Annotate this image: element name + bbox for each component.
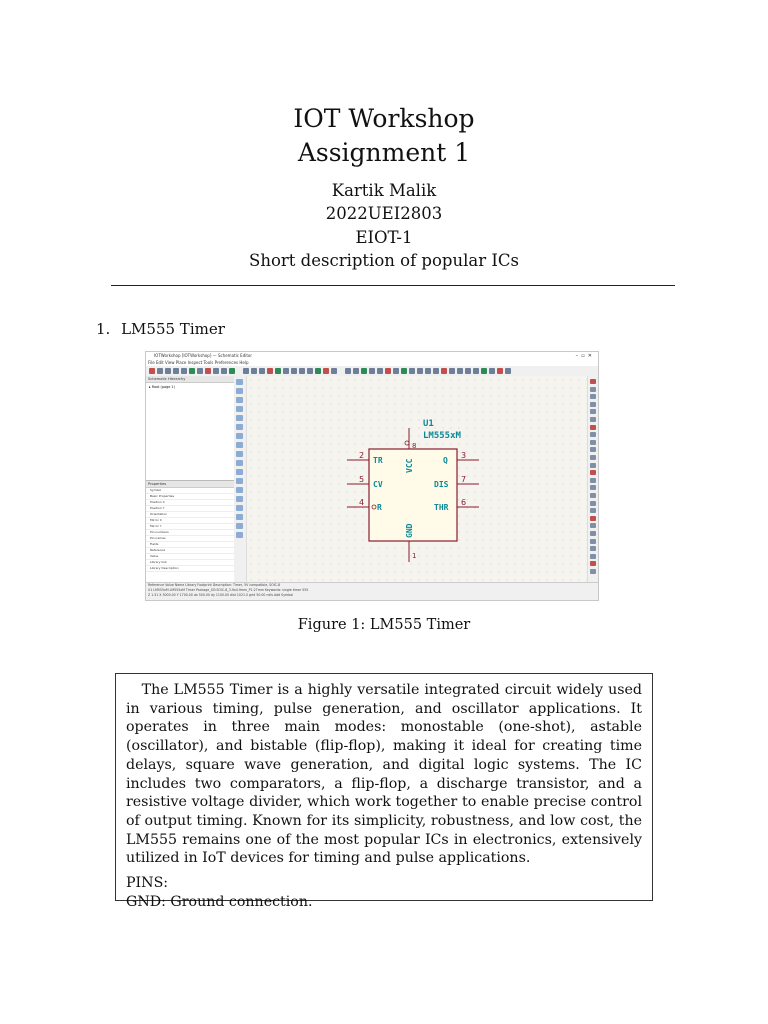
left-tool-icon <box>236 514 243 520</box>
title-line-2: Assignment 1 <box>297 138 471 167</box>
toolbar-button-icon <box>275 368 281 374</box>
toolbar-button-icon <box>473 368 479 374</box>
pin-description: GND: Ground connection. <box>126 893 313 910</box>
pin-number-dis: 7 <box>461 475 467 484</box>
toolbar-button-icon <box>489 368 495 374</box>
toolbar-button-icon <box>149 368 155 374</box>
right-tool-icon <box>590 470 596 475</box>
toolbar-button-icon <box>345 368 351 374</box>
pin-name-tr: TR <box>373 456 383 465</box>
property-row: Orientation <box>146 512 234 518</box>
lm555-symbol <box>247 376 587 582</box>
left-tool-icon <box>236 523 243 529</box>
hierarchy-panel-title: Schematic Hierarchy <box>146 376 234 383</box>
toolbar-button-icon <box>497 368 503 374</box>
right-tool-icon <box>590 478 596 483</box>
menu-labels: File Edit View Place Inspect Tools Preferences Help <box>148 360 249 365</box>
left-tool-icon <box>236 532 243 538</box>
toolbar-button-icon <box>377 368 383 374</box>
pin-number-thr: 6 <box>461 498 467 507</box>
roll-number: 2022UEI2803 <box>325 204 443 223</box>
property-row: Reference <box>146 548 234 554</box>
section-title: LM555 Timer <box>121 320 225 338</box>
pin-name-q: Q <box>443 456 448 465</box>
pin-name-r: R <box>377 503 382 512</box>
left-tool-icon <box>236 478 243 484</box>
pin-name-cv: CV <box>373 480 383 489</box>
toolbar-button-icon <box>205 368 211 374</box>
property-row: Symbol <box>146 488 234 494</box>
toolbar-button-icon <box>361 368 367 374</box>
toolbar-button-icon <box>267 368 273 374</box>
property-row: Position X <box>146 500 234 506</box>
app-title: IOTWorkshop [IOTWorkshop] — Schematic Editor <box>154 353 253 358</box>
right-tool-icon <box>590 432 596 437</box>
toolbar-button-icon <box>165 368 171 374</box>
property-row: Value <box>146 554 234 560</box>
title-line-1: IOT Workshop <box>293 104 475 133</box>
toolbar-button-icon <box>385 368 391 374</box>
description-paragraph: The LM555 Timer is a highly versatile integrated circuit widely used in various timing, pulse generation, and oscillator applications. It operates in three main modes: monostable (one-shot), astable (oscillator), and bistable (flip-flop), making it ideal for creating time delays, square wave generation, and digital logic systems. The IC includes two comparators, a flip-flop, a discharge transistor, and a resistive voltage divider, which work together to enable precise control of output timing. Known for its simplicity, robustness, and low cost, the LM555 remains one of the most popular ICs in electronics, extensively utilized in IoT devices for timing and pulse applications. <box>126 682 642 867</box>
property-row: Mirror Y <box>146 524 234 530</box>
toolbar-button-icon <box>283 368 289 374</box>
right-tool-icon <box>590 561 596 566</box>
toolbar-button-icon <box>441 368 447 374</box>
properties-list <box>146 488 234 572</box>
property-row: Mirror X <box>146 518 234 524</box>
title-divider <box>111 285 675 286</box>
property-row: Library link <box>146 560 234 566</box>
left-tool-icon <box>236 496 243 502</box>
toolbar-button-icon <box>229 368 235 374</box>
pin-number-q: 3 <box>461 451 467 460</box>
left-tool-icon <box>236 505 243 511</box>
toolbar-button-icon <box>369 368 375 374</box>
toolbar-button-icon <box>197 368 203 374</box>
toolbar-button-icon <box>505 368 511 374</box>
right-tool-icon <box>590 554 596 559</box>
toolbar-button-icon <box>221 368 227 374</box>
right-tool-icon <box>590 409 596 414</box>
right-tool-icon <box>590 402 596 407</box>
properties-panel-title: Properties <box>146 481 234 488</box>
right-tool-icon <box>590 425 596 430</box>
right-tool-icon <box>590 463 596 468</box>
pin-name-thr: THR <box>434 503 449 512</box>
figure-caption: Figure 1: LM555 Timer <box>297 617 471 633</box>
pin-number-tr: 2 <box>359 451 365 460</box>
right-tool-icon <box>590 455 596 460</box>
left-tool-icon <box>236 415 243 421</box>
toolbar-button-icon <box>331 368 337 374</box>
left-tool-icon <box>236 442 243 448</box>
pin-number-vcc: 8 <box>412 442 417 450</box>
right-tool-icon <box>590 539 596 544</box>
toolbar-button-icon <box>449 368 455 374</box>
document-subtitle: Short description of popular ICs <box>249 251 519 270</box>
right-tool-icon <box>590 531 596 536</box>
toolbar-button-icon <box>409 368 415 374</box>
toolbar-button-icon <box>433 368 439 374</box>
right-tool-icon <box>590 379 596 384</box>
toolbar-button-icon <box>299 368 305 374</box>
toolbar-button-icon <box>251 368 257 374</box>
section-heading <box>96 320 225 338</box>
right-toolbar <box>587 376 598 582</box>
right-tool-icon <box>590 387 596 392</box>
toolbar-button-icon <box>353 368 359 374</box>
status-bar <box>146 582 598 600</box>
right-tool-icon <box>590 493 596 498</box>
pin-number-r: 4 <box>359 498 365 507</box>
right-tool-icon <box>590 523 596 528</box>
schematic-canvas <box>247 376 587 582</box>
toolbar-button-icon <box>189 368 195 374</box>
toolbar-button-icon <box>213 368 219 374</box>
author-name: Kartik Malik <box>331 181 437 200</box>
left-tool-icon <box>236 406 243 412</box>
toolbar-button-icon <box>291 368 297 374</box>
right-tool-icon <box>590 569 596 574</box>
left-tool-icon <box>236 451 243 457</box>
right-tool-icon <box>590 447 596 452</box>
toolbar-button-icon <box>173 368 179 374</box>
right-tool-icon <box>590 394 596 399</box>
ic-value: LM555xM <box>423 431 461 441</box>
schematic-editor-screenshot <box>145 351 599 601</box>
batch-name: EIOT-1 <box>355 228 413 247</box>
window-controls-icon: – ▫ ✕ <box>575 353 592 359</box>
description-box <box>115 673 653 910</box>
status-line-3: Z 1.51 X 3000.00 Y 1700.00 dx 500.00 dy 1100.00 dist 1021.0 grid 50.00 mils Add Symbol <box>148 593 294 597</box>
toolbar-button-icon <box>181 368 187 374</box>
toolbar-button-icon <box>425 368 431 374</box>
toolbar-button-icon <box>157 368 163 374</box>
left-tool-icon <box>236 388 243 394</box>
toolbar-button-icon <box>481 368 487 374</box>
right-tool-icon <box>590 485 596 490</box>
toolbar-button-icon <box>307 368 313 374</box>
toolbar-button-icon <box>401 368 407 374</box>
pin-number-gnd: 1 <box>412 552 417 560</box>
left-panel <box>146 376 235 582</box>
right-tool-icon <box>590 440 596 445</box>
toolbar-button-icon <box>259 368 265 374</box>
property-row: Fields <box>146 542 234 548</box>
property-row: Pin names <box>146 536 234 542</box>
property-row: Library Description <box>146 566 234 572</box>
hierarchy-item-label: Root (page 1) <box>151 385 175 389</box>
pin-name-gnd: GND <box>405 523 414 538</box>
toolbar-button-icon <box>417 368 423 374</box>
toolbar-button-icon <box>465 368 471 374</box>
toolbar-button-icon <box>323 368 329 374</box>
property-row: Basic Properties <box>146 494 234 500</box>
pin-name-vcc: VCC <box>405 458 414 473</box>
pins-heading: PINS: <box>126 875 169 892</box>
toolbar-button-icon <box>243 368 249 374</box>
toolbar-button-icon <box>457 368 463 374</box>
left-tool-icon <box>236 424 243 430</box>
left-toolbar <box>234 376 247 582</box>
section-number: 1. <box>96 320 111 338</box>
right-tool-icon <box>590 546 596 551</box>
left-tool-icon <box>236 433 243 439</box>
properties-panel <box>146 480 234 581</box>
pin-number-cv: 5 <box>359 475 365 484</box>
hierarchy-item: ▸ Root (page 1) <box>149 385 175 389</box>
right-tool-icon <box>590 516 596 521</box>
toolbar-button-icon <box>393 368 399 374</box>
left-tool-icon <box>236 379 243 385</box>
right-tool-icon <box>590 417 596 422</box>
status-line-1: Reference Value Name Library Footprint Description: Timer, 5V compatible, SOIC-8 <box>148 583 281 587</box>
property-row: Pin numbers <box>146 530 234 536</box>
left-tool-icon <box>236 487 243 493</box>
left-tool-icon <box>236 469 243 475</box>
right-tool-icon <box>590 508 596 513</box>
left-tool-icon <box>236 460 243 466</box>
property-row: Position Y <box>146 506 234 512</box>
left-tool-icon <box>236 397 243 403</box>
pin-name-dis: DIS <box>434 480 449 489</box>
ic-reference: U1 <box>423 419 434 429</box>
status-line-2: U1 LM555xM LM555xM Timer Package_SO:SOIC-8_3.9x4.9mm_P1.27mm Keywords: single timer 555 <box>148 588 309 592</box>
right-tool-icon <box>590 501 596 506</box>
toolbar-button-icon <box>315 368 321 374</box>
